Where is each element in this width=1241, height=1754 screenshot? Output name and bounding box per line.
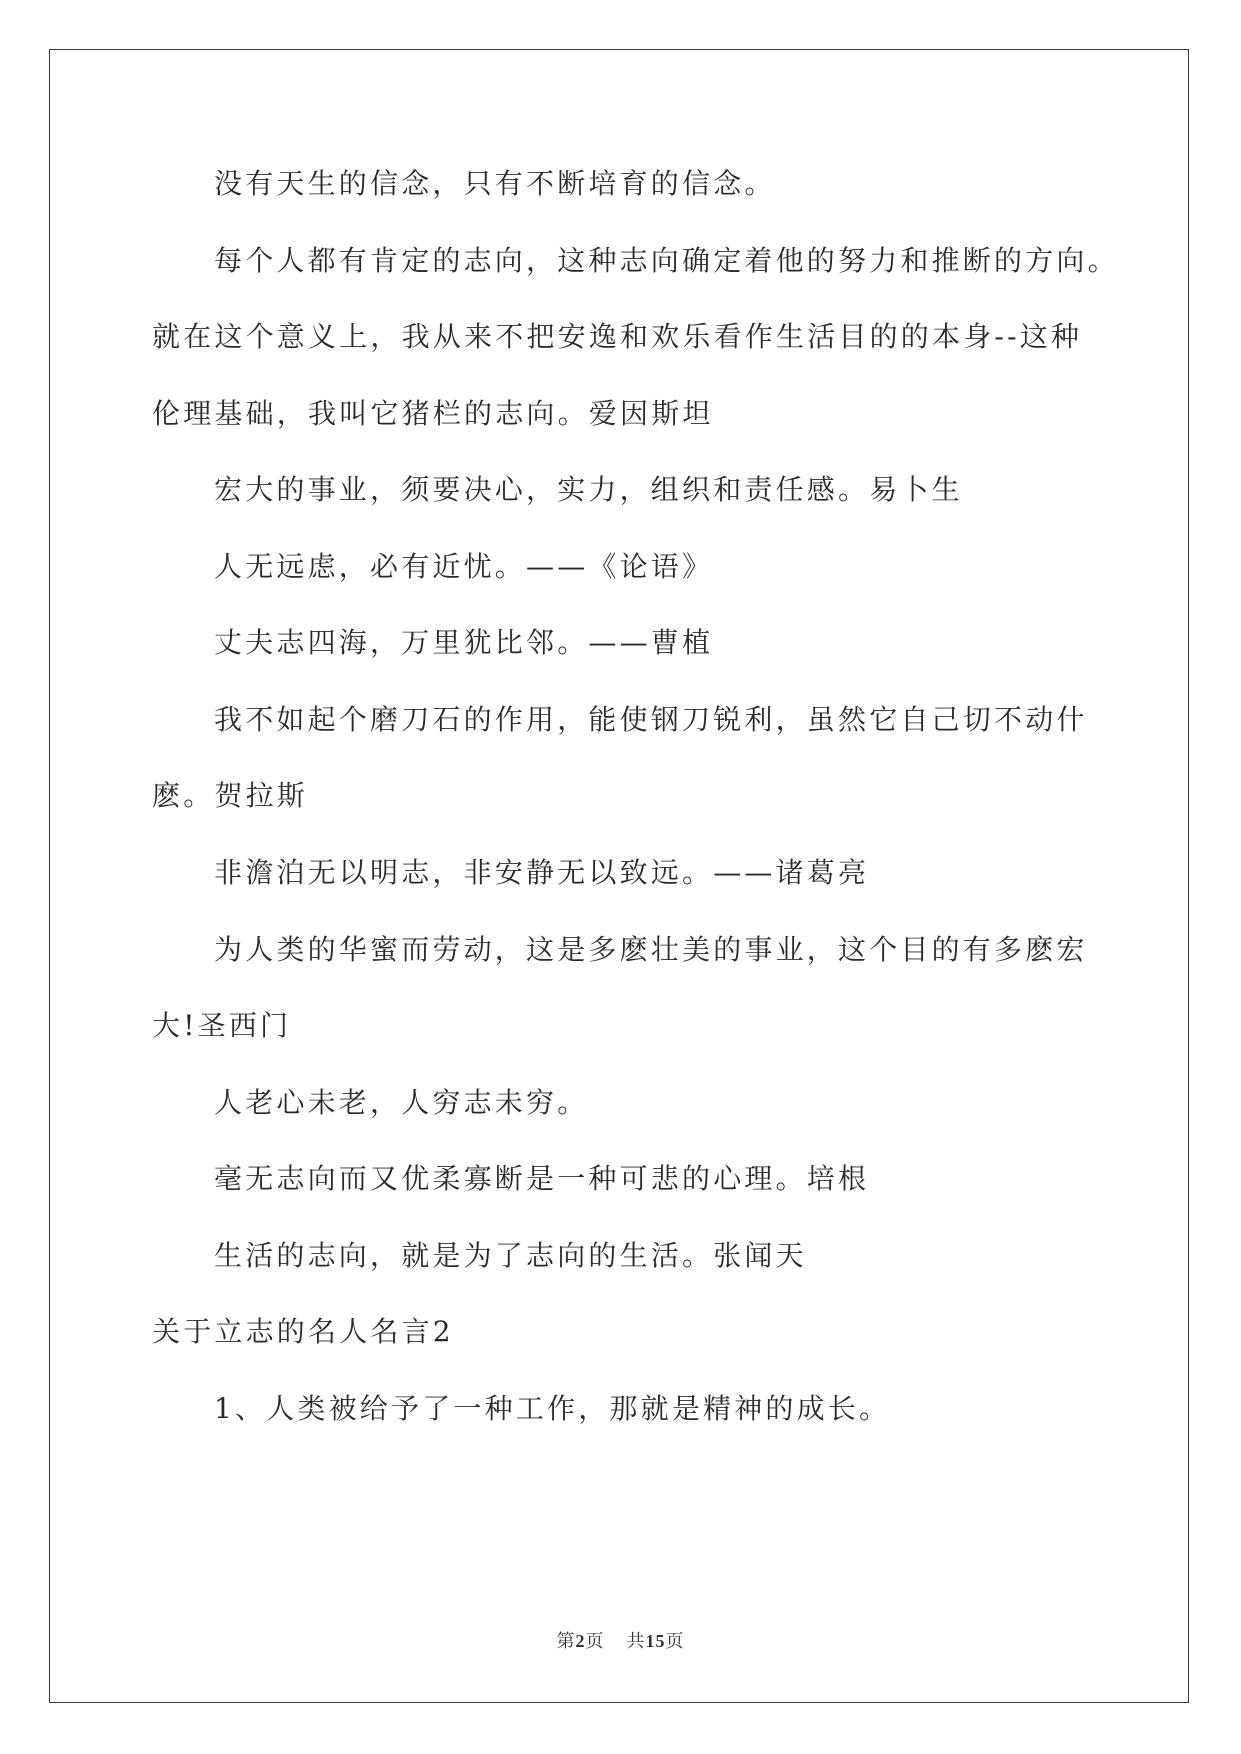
page-prefix: 第 bbox=[556, 1631, 576, 1652]
section-heading: 关于立志的名人名言2 bbox=[152, 1315, 454, 1348]
text-line: 人老心未老，人穷志未穷。 bbox=[214, 1086, 589, 1119]
text-line: 大!圣西门 bbox=[152, 1009, 292, 1042]
text-line: 就在这个意义上，我从来不把安逸和欢乐看作生活目的的本身--这种 bbox=[152, 320, 1083, 353]
text-line: 丈夫志四海，万里犹比邻。——曹植 bbox=[214, 626, 714, 659]
text-line: 我不如起个磨刀石的作用，能使钢刀锐利，虽然它自己切不动什 bbox=[214, 703, 1088, 736]
total-suffix: 页 bbox=[665, 1631, 685, 1652]
text-line: 没有天生的信念，只有不断培育的信念。 bbox=[214, 167, 776, 200]
text-line: 为人类的华蜜而劳动，这是多麽壮美的事业，这个目的有多麽宏 bbox=[214, 933, 1088, 966]
text-line: 麽。贺拉斯 bbox=[152, 779, 309, 812]
text-line: 非澹泊无以明志，非安静无以致远。——诸葛亮 bbox=[214, 856, 870, 889]
text-line: 伦理基础，我叫它猪栏的志向。爱因斯坦 bbox=[152, 397, 714, 430]
total-prefix: 共 bbox=[626, 1631, 646, 1652]
total-pages: 15 bbox=[645, 1631, 666, 1651]
text-line: 生活的志向，就是为了志向的生活。张闻天 bbox=[214, 1239, 807, 1272]
page-suffix: 页 bbox=[585, 1631, 605, 1652]
text-line: 宏大的事业，须要决心，实力，组织和责任感。易卜生 bbox=[214, 473, 963, 506]
page-footer bbox=[0, 1627, 1241, 1653]
text-line: 毫无志向而又优柔寡断是一种可悲的心理。培根 bbox=[214, 1162, 870, 1195]
text-line: 人无远虑，必有近忧。——《论语》 bbox=[214, 550, 714, 583]
text-line: 1、人类被给予了一种工作，那就是精神的成长。 bbox=[214, 1392, 891, 1425]
text-line: 每个人都有肯定的志向，这种志向确定着他的努力和推断的方向。 bbox=[214, 244, 1119, 277]
page-number: 2 bbox=[575, 1631, 586, 1651]
